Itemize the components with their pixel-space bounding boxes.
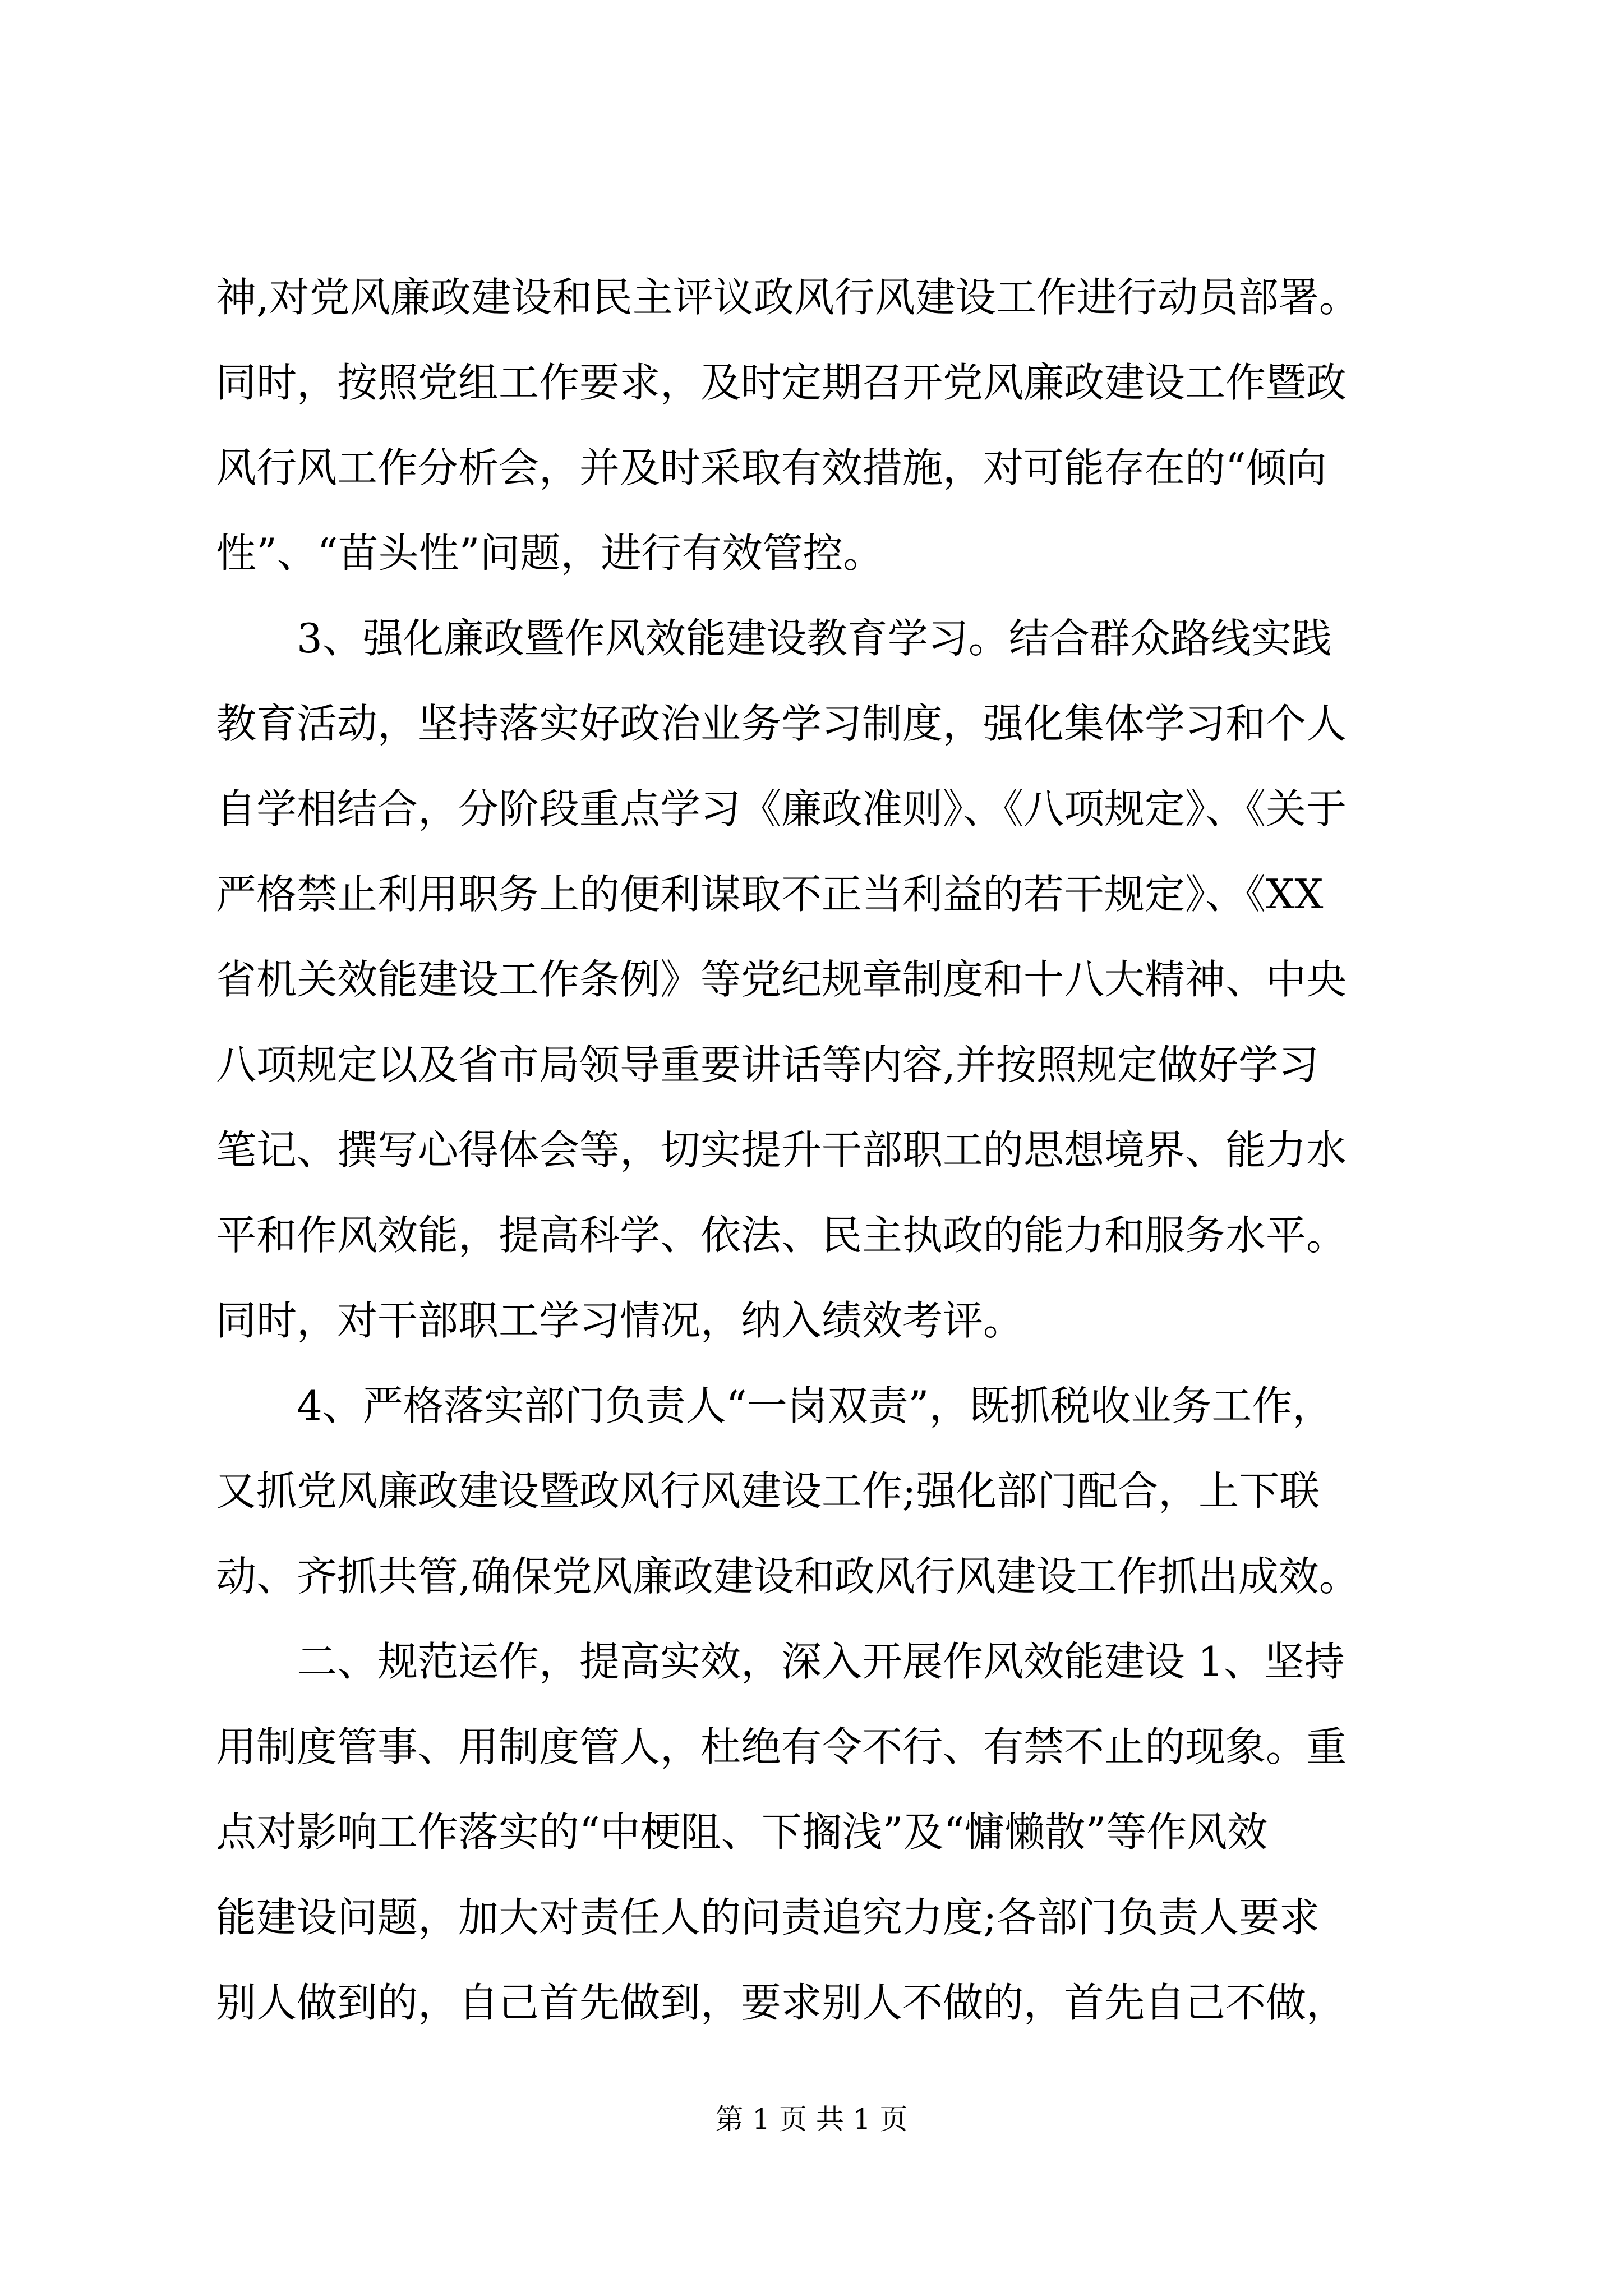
body-text-line: 别人做到的，自己首先做到，要求别人不做的，首先自己不做，: [216, 1979, 1347, 2026]
body-text-line: 笔记、撰写心得体会等，切实提升干部职工的思想境界、能力水: [216, 1126, 1347, 1174]
body-text-line: 严格禁止利用职务上的便利谋取不正当利益的若干规定》、《XX: [216, 871, 1324, 918]
body-text-line: 平和作风效能，提高科学、依法、民主执政的能力和服务水平。: [216, 1212, 1347, 1259]
body-text-line: 点对影响工作落实的“中梗阻、下搁浅”及“慵懒散”等作风效: [216, 1809, 1268, 1856]
body-text-line: 4、严格落实部门负责人“一岗双责”，既抓税收业务工作，: [216, 1382, 1333, 1429]
body-text-line: 自学相结合，分阶段重点学习《廉政准则》、《八项规定》、《关于: [216, 785, 1347, 832]
body-text-line: 能建设问题，加大对责任人的问责追究力度;各部门负责人要求: [216, 1894, 1320, 1941]
body-text-line: 八项规定以及省市局领导重要讲话等内容,并按照规定做好学习: [216, 1041, 1319, 1088]
body-text-line: 又抓党风廉政建设暨政风行风建设工作;强化部门配合，上下联: [216, 1467, 1320, 1515]
page-footer: 第 1 页 共 1 页: [715, 2103, 908, 2136]
body-text-line: 性”、“苗头性”问题，进行有效管控。: [216, 530, 884, 577]
body-text-line: 同时，对干部职工学习情况，纳入绩效考评。: [216, 1297, 1024, 1344]
body-text-line: 教育活动，坚持落实好政治业务学习制度，强化集体学习和个人: [216, 700, 1347, 747]
body-text-line: 用制度管事、用制度管人，杜绝有令不行、有禁不止的现象。重: [216, 1723, 1347, 1770]
body-text-line: 动、齐抓共管,确保党风廉政建设和政风行风建设工作抓出成效。: [216, 1553, 1359, 1600]
body-text-line: 3、强化廉政暨作风效能建设教育学习。结合群众路线实践: [216, 615, 1332, 662]
body-text-line: 二、规范运作，提高实效，深入开展作风效能建设 1、坚持: [216, 1638, 1345, 1685]
body-text-line: 风行风工作分析会，并及时采取有效措施，对可能存在的“倾向: [216, 444, 1327, 491]
body-text-line: 同时，按照党组工作要求，及时定期召开党风廉政建设工作暨政: [216, 359, 1347, 406]
body-text-line: 省机关效能建设工作条例》等党纪规章制度和十八大精神、中央: [216, 956, 1347, 1003]
body-text-line: 神,对党风廉政建设和民主评议政风行风建设工作进行动员部署。: [216, 274, 1359, 321]
